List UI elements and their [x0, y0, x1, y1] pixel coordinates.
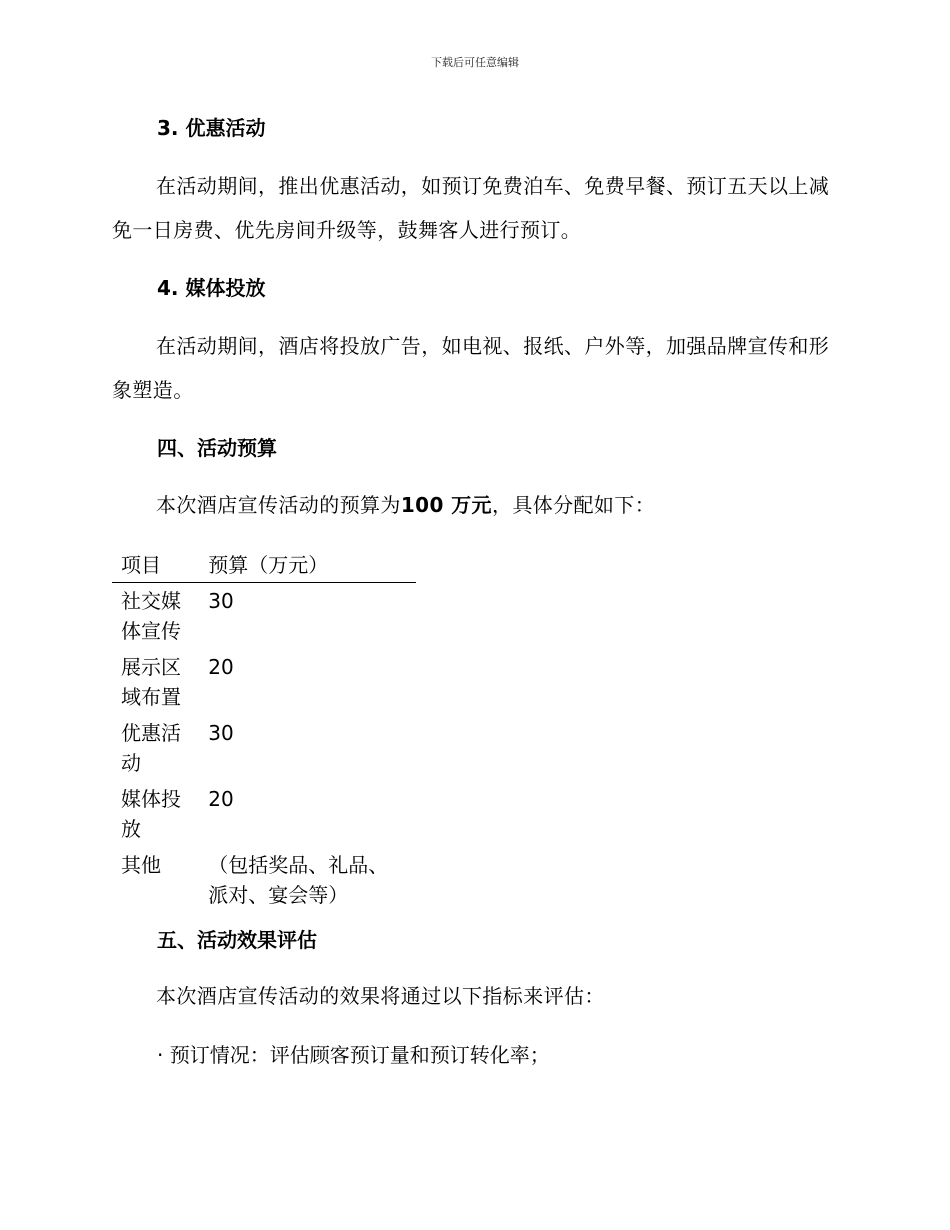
- cell-item: [112, 583, 199, 650]
- page-header: 下载后可任意编辑: [431, 56, 519, 69]
- table-row: [112, 781, 416, 847]
- bullet-item-bookings: · 预订情况：评估顾客预订量和预订转化率；: [157, 1043, 550, 1067]
- cell-budget: [199, 781, 416, 847]
- cell-budget: [199, 715, 416, 781]
- cell-budget: [199, 583, 416, 650]
- budget-intro-prefix: 本次酒店宣传活动的预算为: [156, 493, 401, 517]
- cell-item: [112, 781, 199, 847]
- cell-budget-text: 20: [208, 787, 234, 811]
- table-row: [112, 715, 416, 781]
- paragraph-evaluation-intro: 本次酒店宣传活动的效果将通过以下指标来评估：: [156, 984, 605, 1008]
- cell-item-text: 优惠活动: [121, 721, 181, 775]
- cell-item-text: 展示区域布置: [121, 655, 181, 709]
- cell-item: [112, 847, 199, 913]
- table-row: [112, 847, 416, 913]
- heading-promotions: 3. 优惠活动: [157, 116, 266, 140]
- cell-budget-text: （包括奖品、礼品、派对、宴会等）: [208, 853, 389, 907]
- paragraph-budget-intro: [112, 483, 832, 527]
- table-row: [112, 583, 416, 650]
- column-header-budget: 预算（万元）: [199, 552, 416, 583]
- cell-item-text: 媒体投放: [121, 787, 181, 841]
- cell-budget: [199, 649, 416, 715]
- paragraph-promotions: 在活动期间，推出优惠活动，如预订免费泊车、免费早餐、预订五天以上减免一日房费、优先房间升级等，鼓舞客人进行预订。: [112, 174, 830, 242]
- cell-budget-text: 30: [208, 589, 234, 613]
- cell-item: [112, 649, 199, 715]
- table-row: [112, 649, 416, 715]
- cell-budget: [199, 847, 416, 913]
- cell-budget-text: 20: [208, 655, 234, 679]
- heading-evaluation: 五、活动效果评估: [157, 928, 317, 952]
- table-header-row: [112, 552, 416, 583]
- budget-intro-suffix: ，具体分配如下：: [491, 493, 656, 517]
- budget-table: [112, 552, 416, 913]
- heading-media-placement: 4. 媒体投放: [157, 276, 266, 300]
- budget-total-amount: 100 万元: [400, 493, 492, 517]
- paragraph-media-placement: 在活动期间，酒店将投放广告，如电视、报纸、户外等，加强品牌宣传和形象塑造。: [112, 334, 830, 402]
- cell-budget-text: 30: [208, 721, 234, 745]
- cell-item-text: 其他: [121, 853, 161, 877]
- cell-item-text: 社交媒体宣传: [121, 589, 181, 643]
- heading-budget: 四、活动预算: [157, 436, 277, 460]
- column-header-item: 项目: [112, 552, 199, 583]
- cell-item: [112, 715, 199, 781]
